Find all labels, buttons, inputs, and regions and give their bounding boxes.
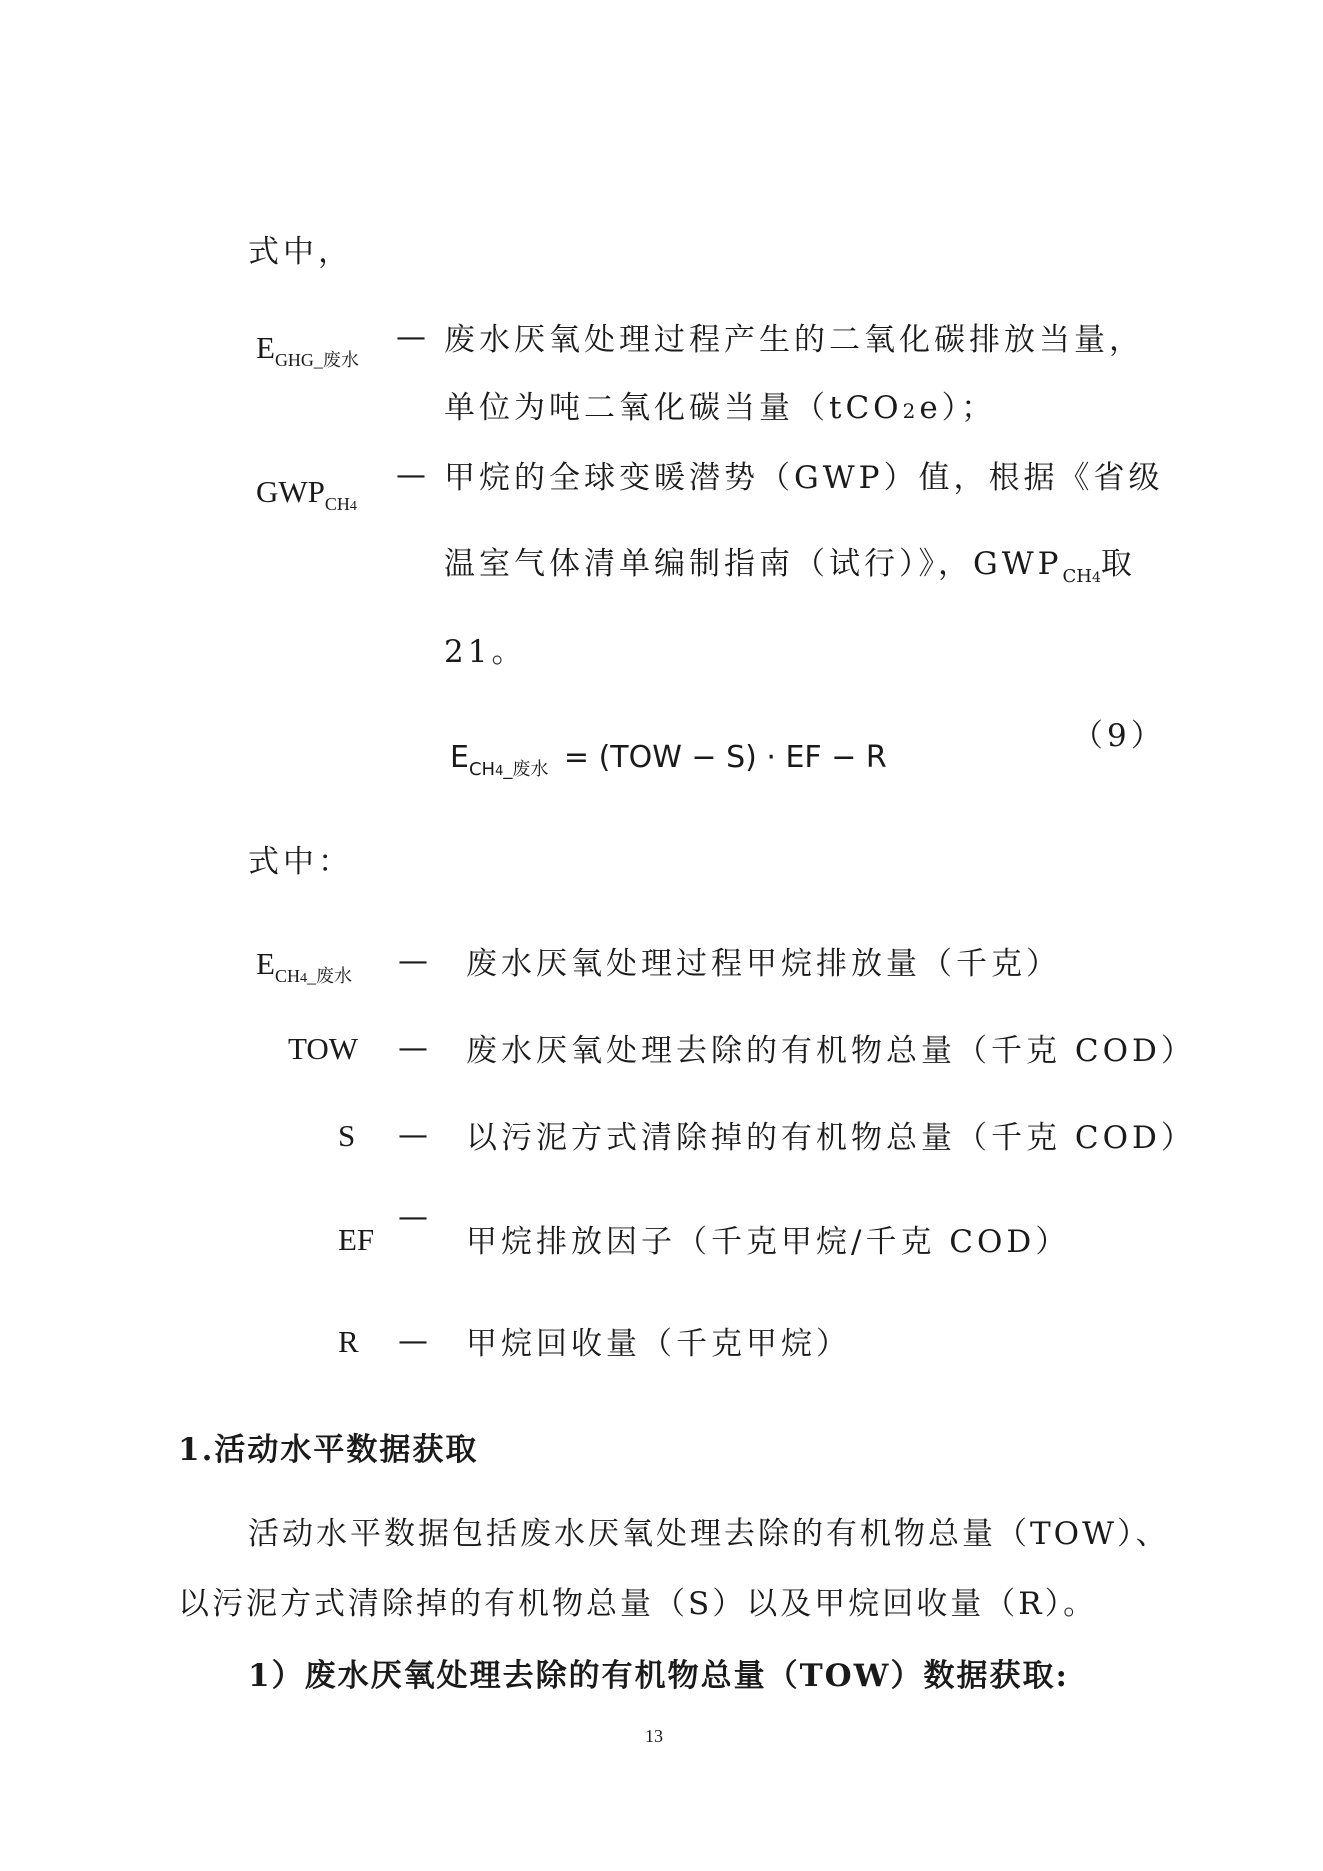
- subsection-heading: 1）废水厌氧处理去除的有机物总量（TOW）数据获取:: [248, 1658, 1069, 1694]
- dash-1: —: [396, 320, 426, 355]
- var-e-ch4-desc: 废水厌氧处理过程甲烷排放量（千克）: [466, 946, 1061, 982]
- section-heading: 1.活动水平数据获取: [178, 1432, 479, 1468]
- var-r-desc: 甲烷回收量（千克甲烷）: [466, 1326, 851, 1362]
- def1-desc-line2: 单位为吨二氧化碳当量（tCO2e）；: [444, 390, 997, 426]
- var-tow-symbol: TOW: [288, 1031, 359, 1066]
- page-number: 13: [645, 1726, 663, 1746]
- var-r-dash: —: [398, 1324, 428, 1359]
- var-tow-desc: 废水厌氧处理去除的有机物总量（千克 COD）: [466, 1033, 1196, 1069]
- paragraph-line-2: 以污泥方式清除掉的有机物总量（S）以及甲烷回收量（R）。: [178, 1586, 1098, 1622]
- equation-9: [450, 740, 887, 780]
- var-s-dash: —: [398, 1118, 428, 1153]
- equation-number: （9）: [1072, 718, 1166, 754]
- dash-2: —: [396, 458, 426, 493]
- equation-lhs: $E_{CH4\_废水}$: [450, 740, 549, 780]
- var-s-symbol: S: [338, 1118, 356, 1153]
- var-tow-dash: —: [398, 1031, 428, 1066]
- def2-desc-line2: 温室气体清单编制指南（试行）》，$GWP_{CH4}$取: [444, 546, 1136, 587]
- var-ef-dash: —: [398, 1200, 428, 1235]
- var-r-symbol: R: [338, 1324, 359, 1359]
- var-ef-desc: 甲烷排放因子（千克甲烷/千克 COD）: [466, 1224, 1071, 1260]
- var-s-desc: 以污泥方式清除掉的有机物总量（千克 COD）: [466, 1120, 1196, 1156]
- where-label-1: 式中，: [248, 234, 353, 270]
- var-ef-symbol: EF: [338, 1222, 375, 1257]
- def2-desc-line1: 甲烷的全球变暖潜势（GWP）值，根据《省级: [444, 460, 1164, 496]
- var-e-ch4-symbol: $E_{CH4\_废水}$: [256, 946, 352, 986]
- var-e-ch4-dash: —: [398, 944, 428, 979]
- equation-rhs: = (TOW − S) · EF − R: [563, 740, 887, 775]
- def2-desc-line3: 21。: [444, 634, 527, 670]
- paragraph-line-1: 活动水平数据包括废水厌氧处理去除的有机物总量（TOW）、: [248, 1516, 1170, 1552]
- symbol-e-ghg: $E_{GHG\_废水}$: [256, 330, 359, 370]
- def1-desc-line1: 废水厌氧处理过程产生的二氧化碳排放当量，: [444, 322, 1144, 358]
- where-label-2: 式中：: [248, 844, 353, 880]
- symbol-gwp-ch4: $GWP_{CH4}$: [256, 474, 357, 514]
